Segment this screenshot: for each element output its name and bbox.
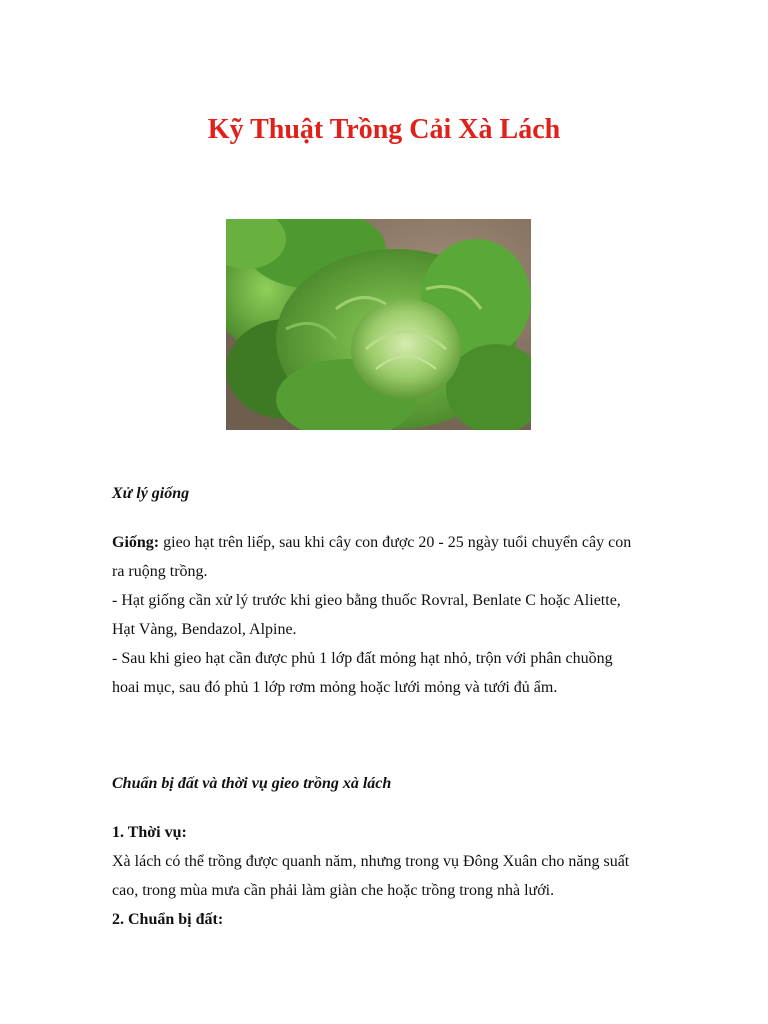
season-line: cao, trong mùa mưa cần phải làm giàn che hoặc trồng trong nhà lưới. xyxy=(112,882,555,899)
seed-paragraph xyxy=(112,528,662,702)
subheading-season: 1. Thời vụ: xyxy=(112,824,187,841)
treatment-line: Hạt Vàng, Bendazol, Alpine. xyxy=(112,621,297,638)
lettuce-photo-icon xyxy=(226,219,531,430)
season-line: Xà lách có thể trồng được quanh năm, nhưng trong vụ Đông Xuân cho năng suất xyxy=(112,853,630,870)
sowing-line: - Sau khi gieo hạt cần được phủ 1 lớp đất mỏng hạt nhỏ, trộn với phân chuồng xyxy=(112,650,613,667)
seed-label: Giống: xyxy=(112,534,160,551)
subheading-soil: 2. Chuẩn bị đất: xyxy=(112,911,224,928)
page-title: Kỹ Thuật Trồng Cải Xà Lách xyxy=(207,114,561,145)
section-heading-seed: Xử lý giống xyxy=(112,485,190,502)
section-heading-soil: Chuẩn bị đất và thời vụ gieo trồng xà lách xyxy=(112,775,392,792)
sowing-line: hoai mục, sau đó phủ 1 lớp rơm mỏng hoặc lưới mỏng và tưới đủ ẩm. xyxy=(112,679,558,696)
soil-paragraph xyxy=(112,818,662,934)
lettuce-photo xyxy=(226,219,531,430)
treatment-line: - Hạt giống cần xử lý trước khi gieo bằng thuốc Rovral, Benlate C hoặc Aliette, xyxy=(112,592,621,609)
seed-line xyxy=(112,528,662,557)
seed-text: gieo hạt trên liếp, sau khi cây con được 20 - 25 ngày tuổi chuyển cây con xyxy=(159,534,632,551)
seed-line: ra ruộng trồng. xyxy=(112,563,208,580)
